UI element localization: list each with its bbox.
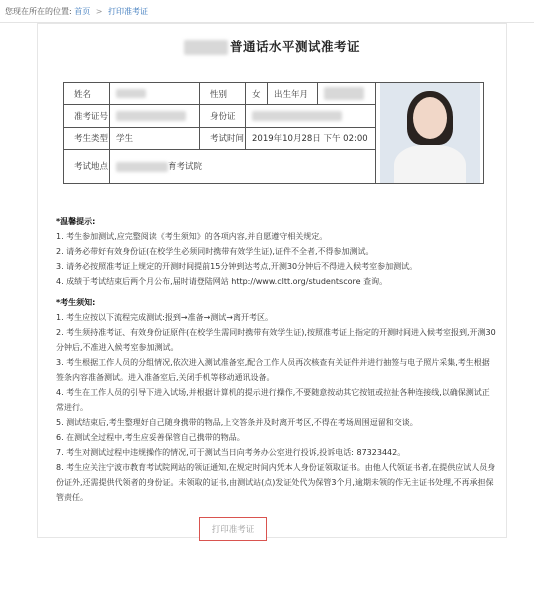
redacted-name	[116, 89, 146, 98]
exam-location-label: 考试地点	[64, 149, 110, 183]
birth-value	[318, 83, 376, 105]
gender-value: 女	[246, 83, 268, 105]
redacted-title-part	[184, 40, 228, 55]
redacted-id-card	[252, 111, 342, 121]
breadcrumb-separator: >	[95, 7, 103, 16]
ticket-number-value	[110, 105, 200, 127]
tip-item: 3. 请务必按照准考证上规定的开测时间提前15分钟到达考点,开测30分钟后不得进入候考室参加测试。	[56, 262, 418, 271]
photo-shirt	[394, 145, 466, 183]
photo-face	[413, 97, 447, 139]
birth-label: 出生年月	[268, 83, 318, 105]
ticket-title	[38, 37, 506, 55]
rule-item: 5. 测试结束后,考生整理好自己随身携带的物品,上交答条并及时离开考区,不得在考场周围逗留和交谈。	[56, 418, 418, 427]
name-value	[110, 83, 200, 105]
ticket-title-text: 普通话水平测试准考证	[229, 39, 360, 54]
gender-label: 性别	[200, 83, 246, 105]
exam-location-value	[110, 149, 376, 183]
photo-cell	[376, 83, 484, 184]
rule-item: 2. 考生须持准考证、有效身份证原件(在校学生需同时携带有效学生证),按照准考证上指定的开测时间进入候考室报到,开测30分钟后,不准进入候考室参加测试。	[56, 328, 496, 352]
admission-ticket	[37, 23, 507, 538]
exam-time-value: 2019年10月28日 下午 02:00	[246, 127, 376, 149]
tip-item: 2. 请务必带好有效身份证(在校学生必须同时携带有效学生证),证件不全者,不得参加测试。	[56, 247, 374, 256]
exam-location-text: 育考试院	[168, 162, 203, 173]
breadcrumb-home-link[interactable]: 首页	[74, 7, 91, 16]
name-label: 姓名	[64, 83, 110, 105]
breadcrumb-prefix: 您现在所在的位置:	[5, 7, 72, 16]
breadcrumb-current[interactable]: 打印准考证	[108, 7, 149, 16]
tip-item: 1. 考生参加测试,应完整阅读《考生须知》的各项内容,并自愿遵守相关规定。	[56, 232, 328, 241]
rule-item: 4. 考生在工作人员的引导下进入试场,并根据计算机的提示进行操作,不要随意按动其它按钮或拉扯各种连接线,以确保测试正常进行。	[56, 388, 490, 412]
rule-item: 6. 在测试全过程中,考生应妥善保管自己携带的物品。	[56, 433, 245, 442]
rules-heading: *考生须知:	[56, 298, 96, 307]
breadcrumb	[5, 6, 148, 17]
candidate-type-value: 学生	[110, 127, 200, 149]
exam-time-label: 考试时间	[200, 127, 246, 149]
ticket-number-label: 准考证号	[64, 105, 110, 127]
print-ticket-button[interactable]: 打印准考证	[199, 517, 267, 541]
rule-item: 8. 考生应关注宁波市教育考试院网站的领证通知,在规定时间内凭本人身份证领取证书。由他人代领证书者,在提供应试人员身份证外,还需提供代领者的身份证。未领取的证书,由测试站(点)发证处代为保管3个月,逾期未领的作无主证书处理,不再承担保管责任。	[56, 463, 496, 502]
rule-item: 1. 考生应按以下流程完成测试:报到→准备→测试→离开考区。	[56, 313, 273, 322]
notes-section	[56, 210, 496, 505]
id-card-value	[246, 105, 376, 127]
tips-heading: *温馨提示:	[56, 217, 96, 226]
redacted-location	[116, 162, 168, 172]
rule-item: 7. 考生对测试过程中违规操作的情况,可于测试当日向考务办公室进行投诉,投诉电话: 87323442。	[56, 448, 406, 457]
redacted-ticket-number	[116, 111, 186, 121]
candidate-type-label: 考生类型	[64, 127, 110, 149]
redacted-birth	[324, 87, 364, 100]
id-card-label: 身份证	[200, 105, 246, 127]
candidate-info-table	[63, 82, 484, 184]
candidate-photo	[380, 83, 480, 183]
rule-item: 3. 考生根据工作人员的分组情况,依次进入测试准备室,配合工作人员再次核查有关证件并进行抽签与电子照片采集,考生根据签条内容准备测试。进入准备室后,关闭手机等移动通讯设备。	[56, 358, 490, 382]
tip-item: 4. 成绩于考试结束后两个月公布,届时请登陆网站 http://www.cltt.org/studentscore 查询。	[56, 277, 388, 286]
